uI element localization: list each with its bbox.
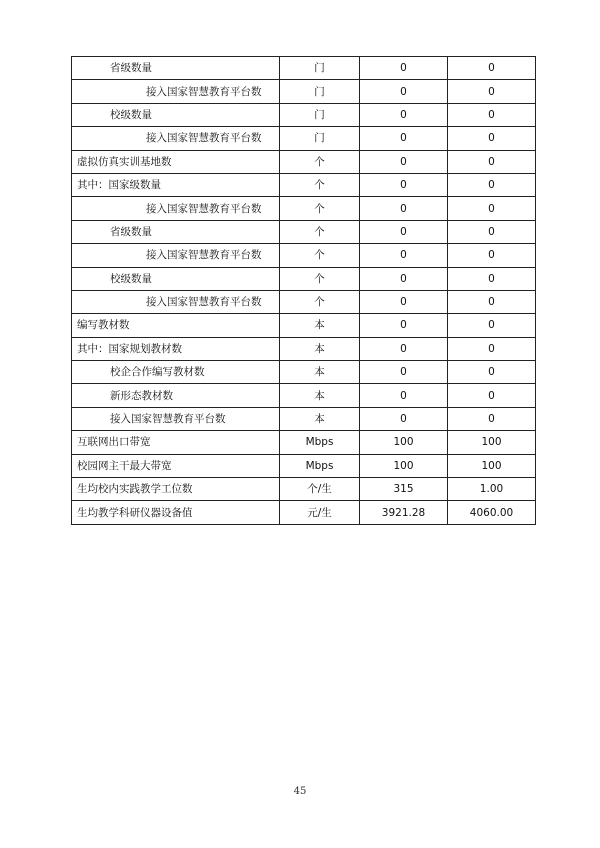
table-row — [72, 150, 536, 173]
value-cell-2: 0 — [448, 57, 536, 80]
unit-cell: 门 — [280, 57, 360, 80]
value-cell-1: 0 — [360, 384, 448, 407]
unit-cell: 个 — [280, 220, 360, 243]
table-row — [72, 267, 536, 290]
page-number: 45 — [293, 786, 307, 797]
unit-cell: 元/生 — [280, 501, 360, 524]
unit-cell: 个 — [280, 150, 360, 173]
unit-cell: 门 — [280, 127, 360, 150]
row-label-cell: 其中：国家级数量 — [72, 173, 280, 196]
value-cell-1: 0 — [360, 57, 448, 80]
value-cell-2: 0 — [448, 103, 536, 126]
value-cell-2: 0 — [448, 244, 536, 267]
unit-cell: 个 — [280, 267, 360, 290]
value-cell-1: 0 — [360, 290, 448, 313]
value-cell-2: 0 — [448, 220, 536, 243]
row-label-cell: 接入国家智慧教育平台数 — [72, 80, 280, 103]
value-cell-1: 0 — [360, 220, 448, 243]
value-cell-1: 0 — [360, 407, 448, 430]
unit-cell: 个 — [280, 173, 360, 196]
table-row — [72, 478, 536, 501]
row-label-cell: 校企合作编写教材数 — [72, 361, 280, 384]
unit-cell: 本 — [280, 384, 360, 407]
value-cell-1: 0 — [360, 361, 448, 384]
value-cell-1: 0 — [360, 197, 448, 220]
row-label-cell: 校级数量 — [72, 103, 280, 126]
data-table-container — [71, 56, 535, 525]
value-cell-2: 0 — [448, 197, 536, 220]
row-label-cell: 省级数量 — [72, 220, 280, 243]
unit-cell: 本 — [280, 361, 360, 384]
value-cell-1: 0 — [360, 314, 448, 337]
value-cell-2: 0 — [448, 384, 536, 407]
unit-cell: 本 — [280, 314, 360, 337]
value-cell-2: 0 — [448, 361, 536, 384]
table-row — [72, 244, 536, 267]
row-label-cell: 校园网主干最大带宽 — [72, 454, 280, 477]
value-cell-1: 3921.28 — [360, 501, 448, 524]
value-cell-2: 100 — [448, 454, 536, 477]
value-cell-1: 0 — [360, 173, 448, 196]
row-label-cell: 接入国家智慧教育平台数 — [72, 244, 280, 267]
value-cell-2: 0 — [448, 290, 536, 313]
table-row — [72, 173, 536, 196]
value-cell-1: 0 — [360, 267, 448, 290]
value-cell-1: 100 — [360, 454, 448, 477]
value-cell-1: 315 — [360, 478, 448, 501]
table-row — [72, 384, 536, 407]
value-cell-1: 0 — [360, 150, 448, 173]
value-cell-2: 4060.00 — [448, 501, 536, 524]
table-row — [72, 80, 536, 103]
value-cell-2: 0 — [448, 150, 536, 173]
table-row — [72, 290, 536, 313]
unit-cell: 个 — [280, 197, 360, 220]
table-row — [72, 501, 536, 524]
value-cell-1: 0 — [360, 127, 448, 150]
unit-cell: Mbps — [280, 454, 360, 477]
table-row — [72, 197, 536, 220]
value-cell-2: 0 — [448, 267, 536, 290]
value-cell-1: 100 — [360, 431, 448, 454]
row-label-cell: 生均教学科研仪器设备值 — [72, 501, 280, 524]
row-label-cell: 编写教材数 — [72, 314, 280, 337]
table-row — [72, 57, 536, 80]
row-label-cell: 其中：国家规划教材数 — [72, 337, 280, 360]
table-row — [72, 361, 536, 384]
value-cell-1: 0 — [360, 103, 448, 126]
row-label-cell: 省级数量 — [72, 57, 280, 80]
table-row — [72, 103, 536, 126]
row-label-cell: 新形态教材数 — [72, 384, 280, 407]
table-row — [72, 127, 536, 150]
statistics-table — [71, 56, 536, 525]
row-label-cell: 接入国家智慧教育平台数 — [72, 407, 280, 430]
value-cell-1: 0 — [360, 337, 448, 360]
row-label-cell: 互联网出口带宽 — [72, 431, 280, 454]
table-row — [72, 314, 536, 337]
unit-cell: 门 — [280, 103, 360, 126]
unit-cell: 本 — [280, 407, 360, 430]
value-cell-2: 0 — [448, 337, 536, 360]
value-cell-2: 0 — [448, 80, 536, 103]
value-cell-2: 0 — [448, 173, 536, 196]
row-label-cell: 接入国家智慧教育平台数 — [72, 290, 280, 313]
value-cell-2: 0 — [448, 127, 536, 150]
table-body — [72, 57, 536, 525]
unit-cell: 个 — [280, 244, 360, 267]
value-cell-1: 0 — [360, 244, 448, 267]
value-cell-2: 0 — [448, 407, 536, 430]
table-row — [72, 337, 536, 360]
row-label-cell: 生均校内实践教学工位数 — [72, 478, 280, 501]
row-label-cell: 接入国家智慧教育平台数 — [72, 197, 280, 220]
table-row — [72, 220, 536, 243]
unit-cell: 本 — [280, 337, 360, 360]
value-cell-2: 0 — [448, 314, 536, 337]
row-label-cell: 虚拟仿真实训基地数 — [72, 150, 280, 173]
unit-cell: 个 — [280, 290, 360, 313]
table-row — [72, 454, 536, 477]
unit-cell: Mbps — [280, 431, 360, 454]
row-label-cell: 接入国家智慧教育平台数 — [72, 127, 280, 150]
unit-cell: 门 — [280, 80, 360, 103]
value-cell-2: 1.00 — [448, 478, 536, 501]
table-row — [72, 431, 536, 454]
unit-cell: 个/生 — [280, 478, 360, 501]
table-row — [72, 407, 536, 430]
value-cell-2: 100 — [448, 431, 536, 454]
row-label-cell: 校级数量 — [72, 267, 280, 290]
value-cell-1: 0 — [360, 80, 448, 103]
